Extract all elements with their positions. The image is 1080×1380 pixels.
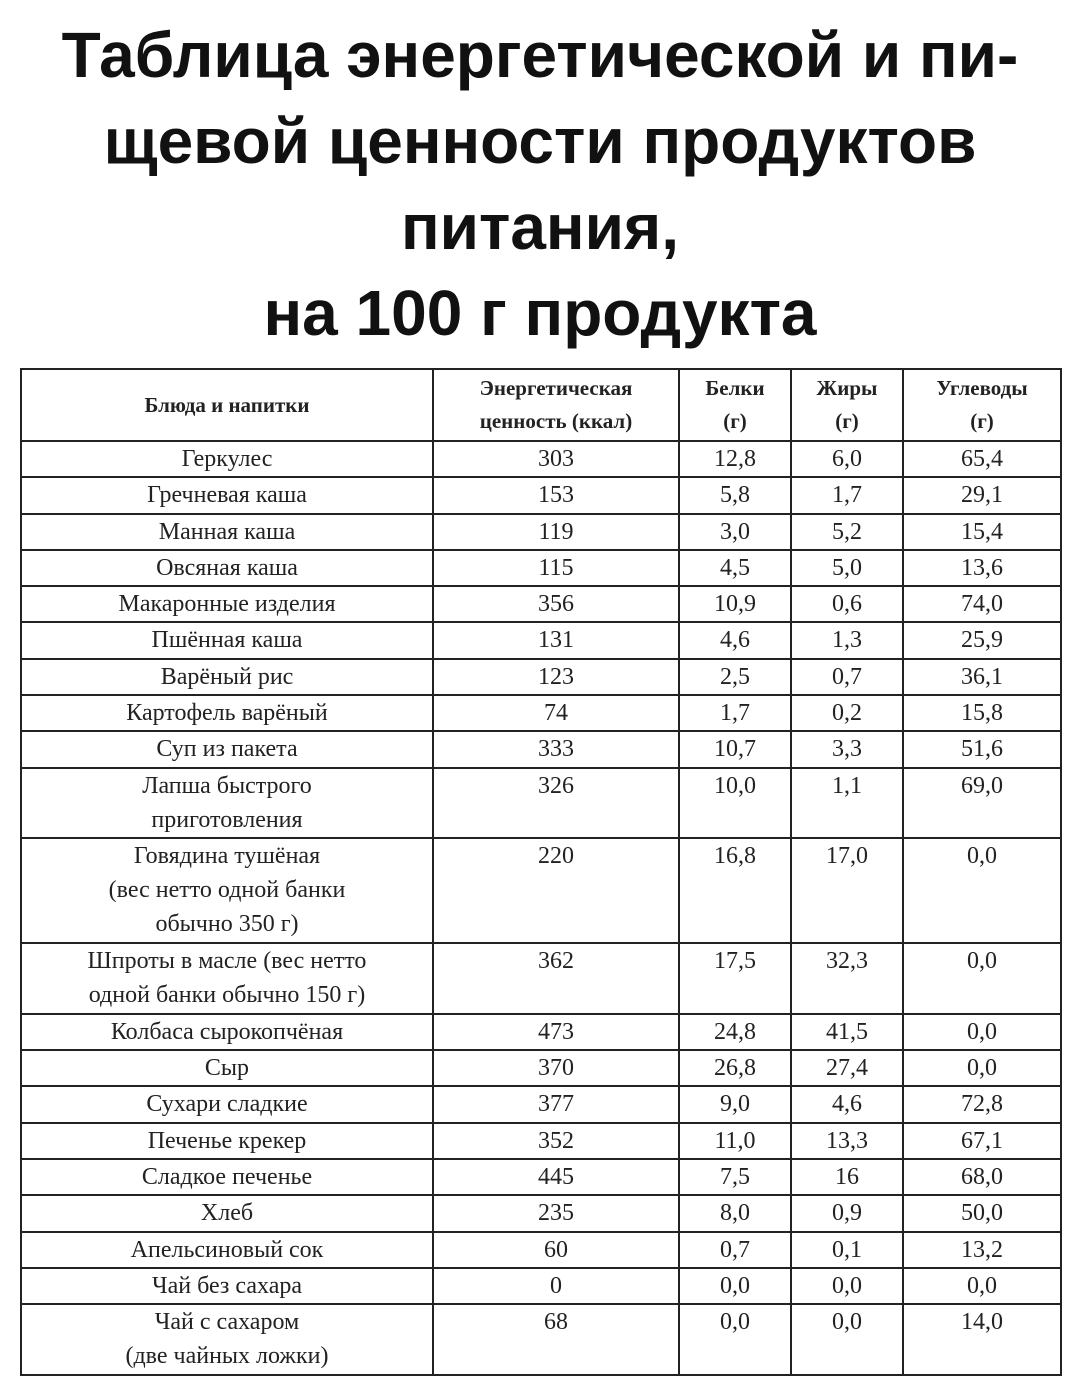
- cell-protein: 4,5: [679, 550, 791, 586]
- cell-fat: 3,3: [791, 731, 903, 767]
- table-header-row: [21, 369, 1061, 441]
- page-title: [0, 12, 1080, 356]
- cell-fat: 0,9: [791, 1195, 903, 1231]
- product-name-line: Сладкое печенье: [141, 1163, 313, 1190]
- cell-product-name: [21, 550, 433, 586]
- cell-product-name: [21, 477, 433, 513]
- cell-carbs: 65,4: [903, 441, 1061, 477]
- product-name-line: Апельсиновый сок: [130, 1236, 324, 1263]
- cell-fat: 5,2: [791, 514, 903, 550]
- table-row: [21, 477, 1061, 513]
- table-row: [21, 1014, 1061, 1050]
- cell-kcal: 356: [433, 586, 679, 622]
- header-protein: [679, 369, 791, 441]
- cell-carbs: 0,0: [903, 943, 1061, 1014]
- header-name-label: Блюда и напитки: [144, 392, 310, 417]
- table-row: [21, 768, 1061, 839]
- title-line-3: питания,: [400, 191, 680, 263]
- cell-protein: 16,8: [679, 838, 791, 943]
- cell-kcal: 473: [433, 1014, 679, 1050]
- header-name: [21, 369, 433, 441]
- cell-product-name: [21, 586, 433, 622]
- table-row: [21, 659, 1061, 695]
- cell-protein: 0,0: [679, 1304, 791, 1375]
- table-row: [21, 622, 1061, 658]
- cell-carbs: 14,0: [903, 1304, 1061, 1375]
- cell-kcal: 60: [433, 1232, 679, 1268]
- table-row: [21, 1304, 1061, 1375]
- cell-product-name: [21, 441, 433, 477]
- cell-carbs: 13,2: [903, 1232, 1061, 1268]
- cell-product-name: [21, 943, 433, 1014]
- header-carbs-line-2: (г): [970, 409, 994, 433]
- cell-carbs: 25,9: [903, 622, 1061, 658]
- cell-kcal: 377: [433, 1086, 679, 1122]
- cell-product-name: [21, 1159, 433, 1195]
- cell-fat: 6,0: [791, 441, 903, 477]
- product-name-line: Сухари сладкие: [146, 1091, 308, 1118]
- cell-protein: 26,8: [679, 1050, 791, 1086]
- cell-fat: 0,0: [791, 1268, 903, 1304]
- table-body: [21, 441, 1061, 1375]
- cell-kcal: 0: [433, 1268, 679, 1304]
- cell-kcal: 333: [433, 731, 679, 767]
- cell-kcal: 326: [433, 768, 679, 839]
- table-row: [21, 943, 1061, 1014]
- product-name-line: приготовления: [151, 806, 303, 833]
- cell-protein: 5,8: [679, 477, 791, 513]
- product-name-line: Геркулес: [181, 446, 273, 472]
- cell-product-name: [21, 838, 433, 943]
- cell-protein: 0,7: [679, 1232, 791, 1268]
- cell-protein: 11,0: [679, 1123, 791, 1159]
- product-name-line: Овсяная каша: [156, 554, 298, 581]
- header-kcal-line-2: ценность (ккал): [479, 409, 633, 433]
- cell-kcal: 445: [433, 1159, 679, 1195]
- product-name-line: Манная каша: [158, 518, 296, 545]
- cell-fat: 0,1: [791, 1232, 903, 1268]
- cell-carbs: 15,8: [903, 695, 1061, 731]
- cell-protein: 4,6: [679, 622, 791, 658]
- product-name-line: Чай без сахара: [152, 1272, 302, 1299]
- product-name-line: Пшённая каша: [151, 627, 303, 654]
- cell-protein: 10,9: [679, 586, 791, 622]
- cell-product-name: [21, 1014, 433, 1050]
- product-name-line: Колбаса сырокопчёная: [110, 1018, 344, 1045]
- table-row: [21, 1268, 1061, 1304]
- header-protein-line-1: Белки: [705, 376, 765, 400]
- cell-fat: 4,6: [791, 1086, 903, 1122]
- title-line-4: на 100 г продукта: [263, 277, 817, 349]
- cell-fat: 27,4: [791, 1050, 903, 1086]
- cell-protein: 2,5: [679, 659, 791, 695]
- product-name-line: (вес нетто одной банки: [108, 877, 346, 904]
- cell-fat: 1,3: [791, 622, 903, 658]
- cell-protein: 7,5: [679, 1159, 791, 1195]
- title-line-2: щевой ценности продуктов: [103, 105, 977, 177]
- table-row: [21, 1195, 1061, 1231]
- cell-fat: 0,0: [791, 1304, 903, 1375]
- product-name-line: Говядина тушёная: [133, 843, 321, 870]
- cell-carbs: 15,4: [903, 514, 1061, 550]
- table-row: [21, 1123, 1061, 1159]
- table-row: [21, 1086, 1061, 1122]
- product-name-line: Макаронные изделия: [118, 591, 336, 618]
- product-name-line: Чай с сахаром: [154, 1309, 300, 1336]
- cell-carbs: 69,0: [903, 768, 1061, 839]
- cell-product-name: [21, 1304, 433, 1375]
- table-row: [21, 550, 1061, 586]
- product-name-line: обычно 350 г): [155, 911, 299, 938]
- cell-product-name: [21, 731, 433, 767]
- cell-kcal: 119: [433, 514, 679, 550]
- cell-product-name: [21, 1195, 433, 1231]
- product-name-line: Хлеб: [200, 1200, 254, 1227]
- product-name-line: Шпроты в масле (вес нетто: [87, 948, 367, 975]
- header-protein-line-2: (г): [723, 409, 747, 433]
- header-kcal: [433, 369, 679, 441]
- table-row: [21, 838, 1061, 943]
- cell-protein: 17,5: [679, 943, 791, 1014]
- cell-carbs: 68,0: [903, 1159, 1061, 1195]
- cell-kcal: 68: [433, 1304, 679, 1375]
- cell-kcal: 352: [433, 1123, 679, 1159]
- cell-carbs: 67,1: [903, 1123, 1061, 1159]
- cell-carbs: 0,0: [903, 1014, 1061, 1050]
- cell-protein: 10,7: [679, 731, 791, 767]
- product-name-line: Лапша быстрого: [142, 772, 312, 799]
- cell-product-name: [21, 514, 433, 550]
- cell-product-name: [21, 622, 433, 658]
- cell-fat: 17,0: [791, 838, 903, 943]
- cell-carbs: 36,1: [903, 659, 1061, 695]
- nutrition-table: [20, 368, 1062, 1376]
- cell-carbs: 0,0: [903, 838, 1061, 943]
- header-fat-line-2: (г): [835, 409, 859, 433]
- cell-kcal: 74: [433, 695, 679, 731]
- cell-fat: 0,7: [791, 659, 903, 695]
- product-name-line: Варёный рис: [160, 663, 294, 690]
- cell-kcal: 153: [433, 477, 679, 513]
- table-row: [21, 731, 1061, 767]
- cell-protein: 8,0: [679, 1195, 791, 1231]
- cell-product-name: [21, 1086, 433, 1122]
- header-carbs-line-1: Углеводы: [936, 376, 1028, 400]
- cell-protein: 10,0: [679, 768, 791, 839]
- header-fat: [791, 369, 903, 441]
- table-row: [21, 695, 1061, 731]
- cell-carbs: 51,6: [903, 731, 1061, 767]
- cell-kcal: 123: [433, 659, 679, 695]
- cell-kcal: 303: [433, 441, 679, 477]
- cell-kcal: 115: [433, 550, 679, 586]
- cell-product-name: [21, 1268, 433, 1304]
- cell-carbs: 0,0: [903, 1050, 1061, 1086]
- cell-product-name: [21, 768, 433, 839]
- cell-kcal: 370: [433, 1050, 679, 1086]
- product-name-line: Суп из пакета: [156, 736, 298, 763]
- cell-product-name: [21, 1232, 433, 1268]
- cell-kcal: 131: [433, 622, 679, 658]
- nutrition-table-container: [20, 368, 1060, 1376]
- cell-fat: 32,3: [791, 943, 903, 1014]
- cell-fat: 1,7: [791, 477, 903, 513]
- cell-fat: 13,3: [791, 1123, 903, 1159]
- title-line-1: Таблица энергетической и пи-: [61, 19, 1019, 91]
- cell-product-name: [21, 695, 433, 731]
- cell-product-name: [21, 1123, 433, 1159]
- header-carbs: [903, 369, 1061, 441]
- cell-fat: 41,5: [791, 1014, 903, 1050]
- cell-protein: 24,8: [679, 1014, 791, 1050]
- product-name-line: Гречневая каша: [147, 482, 307, 509]
- table-row: [21, 1159, 1061, 1195]
- cell-kcal: 235: [433, 1195, 679, 1231]
- cell-fat: 16: [791, 1159, 903, 1195]
- cell-fat: 0,2: [791, 695, 903, 731]
- product-name-line: Сыр: [204, 1055, 250, 1082]
- cell-protein: 9,0: [679, 1086, 791, 1122]
- cell-protein: 12,8: [679, 441, 791, 477]
- cell-fat: 0,6: [791, 586, 903, 622]
- cell-carbs: 29,1: [903, 477, 1061, 513]
- cell-protein: 0,0: [679, 1268, 791, 1304]
- cell-kcal: 362: [433, 943, 679, 1014]
- cell-fat: 1,1: [791, 768, 903, 839]
- table-row: [21, 1232, 1061, 1268]
- cell-carbs: 74,0: [903, 586, 1061, 622]
- cell-carbs: 50,0: [903, 1195, 1061, 1231]
- cell-carbs: 13,6: [903, 550, 1061, 586]
- table-row: [21, 1050, 1061, 1086]
- table-row: [21, 514, 1061, 550]
- cell-fat: 5,0: [791, 550, 903, 586]
- header-kcal-line-1: Энергетическая: [479, 376, 633, 400]
- cell-protein: 1,7: [679, 695, 791, 731]
- header-fat-line-1: Жиры: [816, 376, 878, 400]
- cell-product-name: [21, 659, 433, 695]
- product-name-line: Печенье крекер: [147, 1127, 307, 1154]
- cell-protein: 3,0: [679, 514, 791, 550]
- cell-product-name: [21, 1050, 433, 1086]
- table-row: [21, 441, 1061, 477]
- cell-carbs: 0,0: [903, 1268, 1061, 1304]
- cell-carbs: 72,8: [903, 1086, 1061, 1122]
- table-row: [21, 586, 1061, 622]
- product-name-line: (две чайных ложки): [125, 1343, 329, 1370]
- cell-kcal: 220: [433, 838, 679, 943]
- product-name-line: Картофель варёный: [126, 700, 328, 727]
- product-name-line: одной банки обычно 150 г): [88, 982, 366, 1009]
